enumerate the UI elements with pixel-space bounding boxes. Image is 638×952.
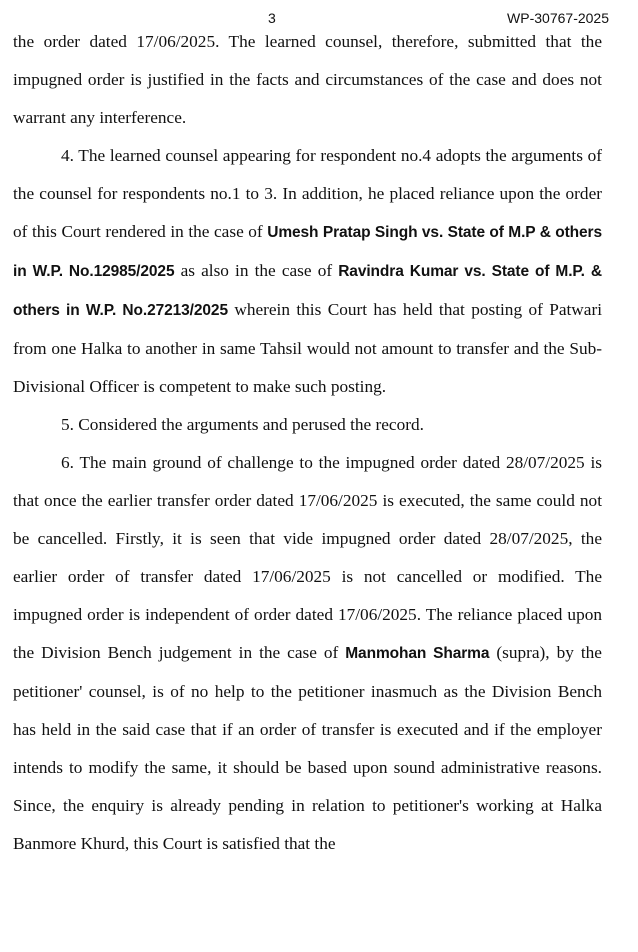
case-number: WP-30767-2025 <box>507 10 609 26</box>
paragraph-text: the order dated 17/06/2025. The learned counsel, therefore, submitted that the impugned order is justified in the facts and circumstances of the case and does not warrant any interference. <box>13 32 602 127</box>
case-citation: Umesh Pratap Singh vs. State of M.P & others in W.P. No.12985/2025 <box>13 224 602 280</box>
paragraph-text: (supra), by the petitioner' counsel, is of no help to the petitioner inasmuch as the Division Bench has held in the said case that if an order of transfer is executed and if the employer intends to modify the same, it should be based upon sound administrative reasons. Since, the enquiry is already pending in relation to petitioner's working at Halka Banmore Khurd, this Court is satisfied that the <box>13 643 602 853</box>
paragraph-5 <box>13 406 602 444</box>
case-citation: Ravindra Kumar vs. State of M.P. & others in W.P. No.27213/2025 <box>13 263 602 319</box>
paragraph-4 <box>13 137 602 406</box>
paragraph-6 <box>13 444 602 863</box>
paragraph-text: 5. Considered the arguments and perused the record. <box>61 415 424 434</box>
case-citation: Manmohan Sharma <box>345 645 490 662</box>
paragraph-continuation <box>13 23 602 137</box>
page-number: 3 <box>268 10 276 26</box>
paragraph-text: 6. The main ground of challenge to the impugned order dated 28/07/2025 is that once the earlier transfer order dated 17/06/2025 is executed, the same could not be cancelled. Firstly, it is seen that vide impugned order dated 28/07/2025, the earlier order of transfer dated 17/06/2025 is not cancelled or modified. The impugned order is independent of order dated 17/06/2025. The reliance placed upon the Division Bench judgement in the case of <box>13 453 602 662</box>
paragraph-text: 4. The learned counsel appearing for respondent no.4 adopts the arguments of the counsel for respondents no.1 to 3. In addition, he placed reliance upon the order of this Court rendered in the case of <box>13 146 602 241</box>
judgment-body <box>13 23 602 863</box>
paragraph-text: wherein this Court has held that posting of Patwari from one Halka to another in same Tahsil would not amount to transfer and the Sub-Divisional Officer is competent to make such posting. <box>13 300 602 396</box>
paragraph-text: as also in the case of <box>174 261 339 280</box>
